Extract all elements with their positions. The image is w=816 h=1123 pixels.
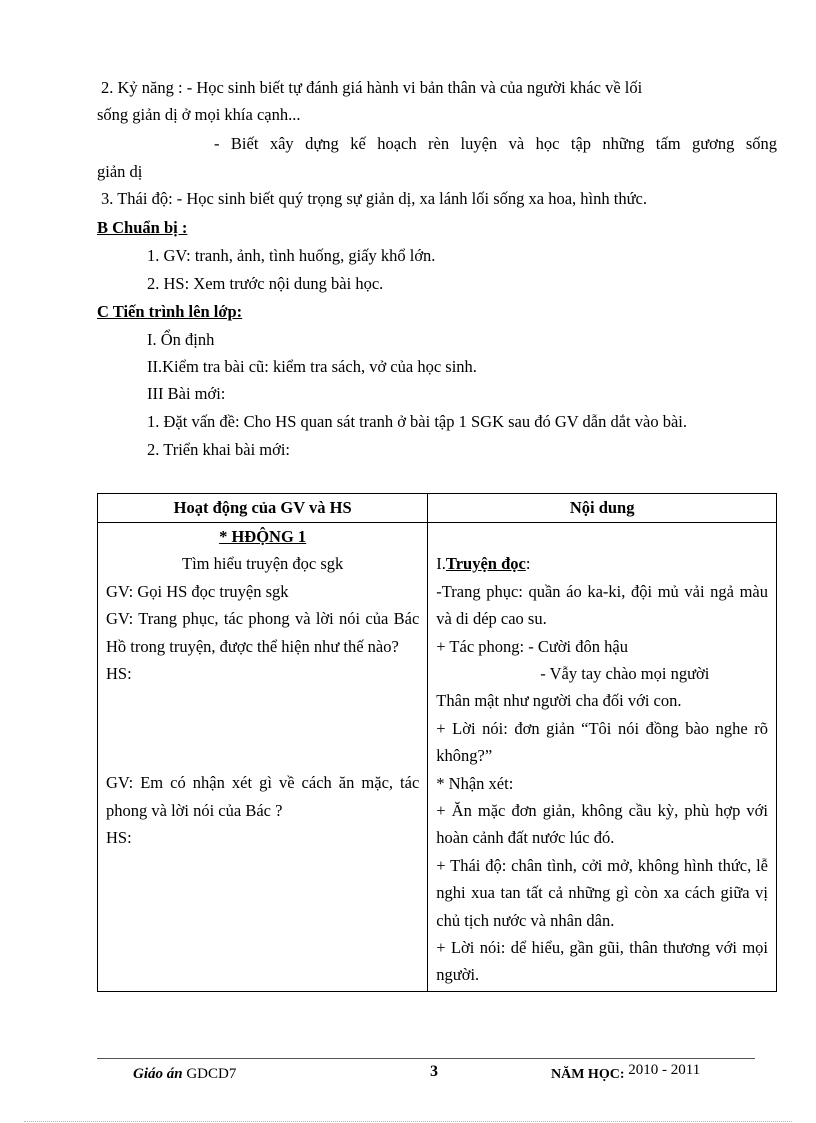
- content-section-heading: [436, 550, 768, 577]
- process-item-4: 1. Đặt vấn đề: Cho HS quan sát tranh ở bài tập 1 SGK sau đó GV dẫn dắt vào bài.: [147, 412, 687, 431]
- section-colon: :: [525, 554, 531, 574]
- footer-year-label: NĂM HỌC:: [551, 1067, 625, 1082]
- column-header-content: Nội dung: [428, 494, 777, 523]
- skill-line-1: 2. Kỷ năng : - Học sinh biết tự đánh giá hành vi bản thân và của người khác về lối: [101, 78, 643, 97]
- process-item-3: III Bài mới:: [147, 384, 226, 403]
- activity-question-1: GV: Trang phục, tác phong và lời nói của Bác Hồ trong truyện, được thể hiện như thế nào?: [106, 609, 420, 656]
- content-line-8: + Thái độ: chân tình, cởi mở, không hình thức, lễ nghi xua tan tất cả những gì còn xa cách giữa vị chủ tịch nước và nhân dân.: [436, 855, 768, 930]
- activity-line-1: Tìm hiểu truyện đọc sgk: [181, 554, 344, 574]
- skill-line-3: - Biết xây dựng kế hoạch rèn luyện và học tập những tấm gương sống: [214, 134, 777, 153]
- content-line-4: Thân mật như người cha đối với con.: [436, 691, 682, 711]
- prep-heading: B Chuẩn bị :: [97, 218, 188, 237]
- footer-rule: [97, 1058, 755, 1059]
- footer-subject: GDCD7: [186, 1066, 237, 1082]
- prep-item-2: 2. HS: Xem trước nội dung bài học.: [147, 274, 384, 293]
- prep-item-1: 1. GV: tranh, ảnh, tình huống, giấy khổ lớn.: [147, 246, 436, 265]
- page-bottom-border: [24, 1121, 792, 1122]
- skill-line-2: sống giản dị ở mọi khía cạnh...: [97, 105, 301, 124]
- process-item-2: II.Kiểm tra bài cũ: kiểm tra sách, vở của học sinh.: [147, 357, 477, 376]
- content-line-5: + Lời nói: đơn giản “Tôi nói đồng bào nghe rõ không?”: [436, 718, 768, 766]
- activity-hs-1: HS:: [106, 663, 132, 683]
- activity-hs-2: HS:: [106, 828, 132, 848]
- process-item-1: I. Ổn định: [147, 330, 215, 349]
- footer-label: Giáo án: [133, 1066, 183, 1082]
- content-line-9: + Lời nói: dể hiểu, gần gũi, thân thương với mọi người.: [436, 938, 768, 985]
- skill-line-4: giản dị: [97, 162, 143, 181]
- activity-title: * HĐỘNG 1: [219, 527, 307, 546]
- page-number: 3: [430, 1063, 438, 1080]
- content-line-7: + Ăn mặc đơn giản, không cầu kỳ, phù hợp với hoàn cảnh đất nước lúc đó.: [436, 800, 768, 848]
- process-item-5: 2. Triển khai bài mới:: [147, 440, 291, 459]
- footer-left: [133, 1066, 236, 1083]
- process-heading: C Tiến trình lên lớp:: [97, 302, 243, 321]
- content-cell: [428, 523, 777, 992]
- content-line-6: * Nhận xét:: [436, 773, 514, 793]
- lesson-table: [97, 493, 777, 992]
- activity-line-2: GV: Gọi HS đọc truyện sgk: [106, 581, 289, 601]
- footer-right: [551, 1062, 701, 1083]
- content-line-1: -Trang phục: quần áo ka-ki, đội mủ vải ngả màu và di dép cao su.: [436, 581, 768, 629]
- activity-cell: [98, 523, 428, 992]
- section-title: Truyện đọc: [445, 554, 526, 574]
- column-header-activity: Hoạt động của GV và HS: [98, 494, 428, 523]
- activity-question-2: GV: Em có nhận xét gì về cách ăn mặc, tác phong và lời nói của Bác ?: [106, 773, 420, 820]
- content-line-2: + Tác phong: - Cười đôn hậu: [436, 636, 628, 656]
- content-line-3: - Vẫy tay chào mọi người: [540, 663, 710, 683]
- attitude-line: 3. Thái độ: - Học sinh biết quý trọng sự giản dị, xa lánh lối sống xa hoa, hình thức.: [101, 189, 647, 208]
- footer-year: 2010 - 2011: [628, 1062, 701, 1078]
- section-number: I.: [436, 554, 446, 574]
